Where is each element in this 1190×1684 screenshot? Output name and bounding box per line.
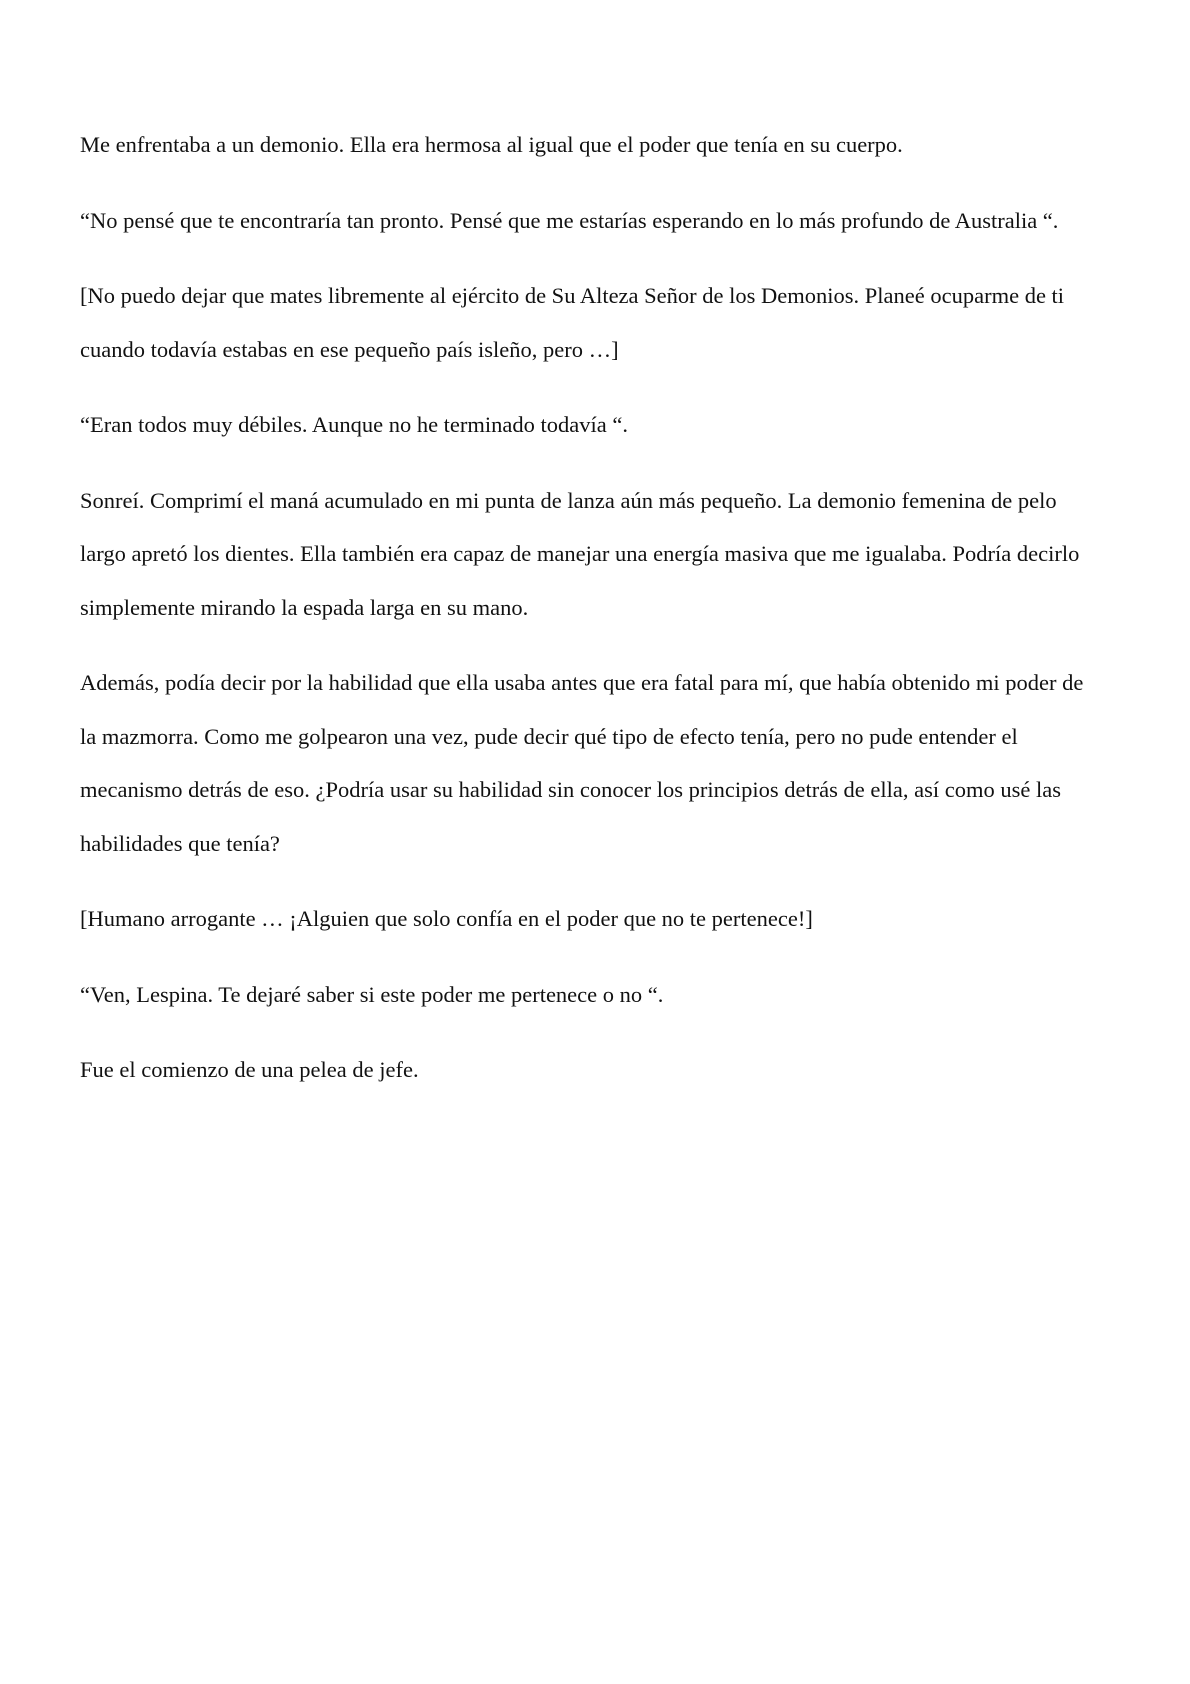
paragraph: [No puedo dejar que mates libremente al ejército de Su Alteza Señor de los Demonios. Planeé ocuparme de ti cuando todavía estabas en ese pequeño país isleño, pero …] (80, 283, 1065, 362)
paragraph: [Humano arrogante … ¡Alguien que solo confía en el poder que no te pertenece!] (80, 906, 813, 931)
paragraph: “No pensé que te encontraría tan pronto. Pensé que me estarías esperando en lo más profundo de Australia “. (80, 207, 1059, 233)
paragraph: “Eran todos muy débiles. Aunque no he terminado todavía “. (80, 412, 628, 437)
paragraph: Fue el comienzo de una pelea de jefe. (80, 1057, 419, 1082)
paragraph: Me enfrentaba a un demonio. Ella era hermosa al igual que el poder que tenía en su cuerpo. (80, 132, 903, 157)
document-body (80, 118, 1090, 1119)
paragraph: Además, podía decir por la habilidad que ella usaba antes que era fatal para mí, que había obtenido mi poder de la mazmorra. Como me golpearon una vez, pude decir qué tipo de efecto tenía, pero no pude entender el mecanismo detrás de eso. ¿Podría usar su habilidad sin conocer los principios detrás de ella, así como usé las habilidades que tenía? (80, 670, 1084, 856)
paragraph: Sonreí. Comprimí el maná acumulado en mi punta de lanza aún más pequeño. La demonio femenina de pelo largo apretó los dientes. Ella también era capaz de manejar una energía masiva que me igualaba. Podría decirlo simplemente mirando la espada larga en su mano. (80, 487, 1080, 620)
paragraph: “Ven, Lespina. Te dejaré saber si este poder me pertenece o no “. (80, 981, 664, 1007)
